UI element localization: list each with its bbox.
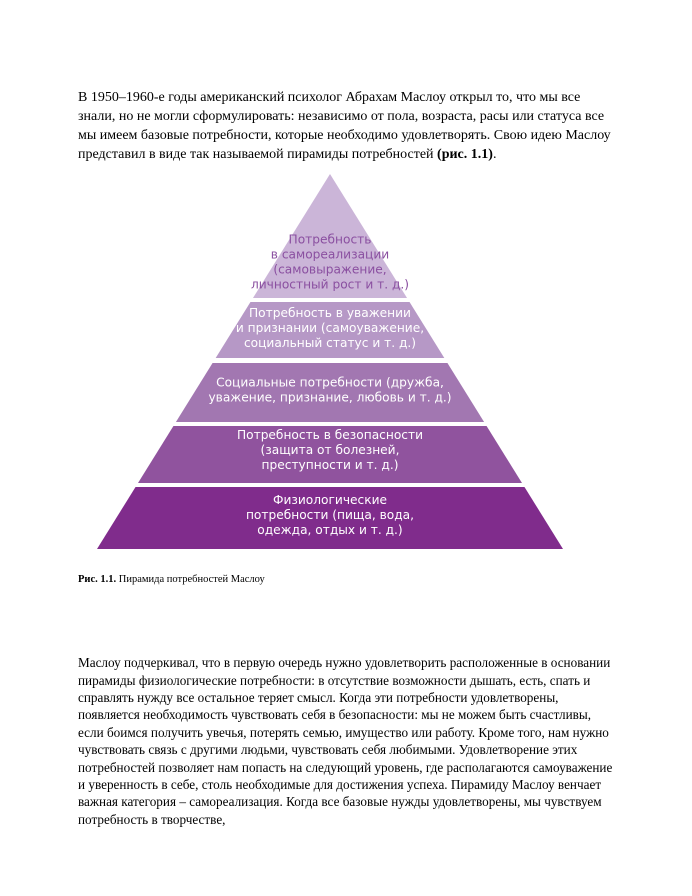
pyramid-label-safety: Потребность в безопасности (защита от болезней, преступности и т. д.) (236, 428, 424, 472)
pyramid-label-physiological: Физиологические потребности (пища, вода, одежда, отдых и т. д.) (245, 493, 415, 537)
pyramid-label-esteem: Потребность в уважении и признании (самоуважение, социальный статус и т. д.) (235, 306, 425, 350)
body-paragraph: Маслоу подчеркивал, что в первую очередь нужно удовлетворить расположенные в основании пирамиды физиологические потребности: в отсутствие возможности дышать, есть, спать и справлять нужду все остальное теряет смысл. Когда эти потребности удовлетворены, появляется необходимость чувствовать себя в безопасности: мы не можем быть счастливы, если боимся получить увечья, потерять семью, имущество или работу. Кроме того, нам нужно чувствовать связь с другими людьми, чувствовать себя любимыми. Удовлетворение этих потребностей позволяет нам попасть на следующий уровень, где располагаются самоуважение и уверенность в себе, столь необходимые для достижения успеха. Пирамиду Маслоу венчает важная категория – самореализация. Когда все базовые нужды удовлетворены, мы чувствуем потребность в творчестве, (78, 655, 613, 827)
figure-caption-text: Пирамида потребностей Маслоу (116, 573, 265, 585)
figure-caption (78, 573, 265, 586)
figure-caption-label: Рис. 1.1. (78, 573, 117, 585)
figure-reference: (рис. 1.1) (437, 147, 493, 162)
intro-text-end: . (492, 147, 497, 162)
intro-text: В 1950–1960-е годы американский психолог Абрахам Маслоу открыл то, что мы все знали, но не могли сформулировать: независимо от пола, возраста, расы или статуса все мы имеем базовые потребности, которые необходимо удовлетворять. Свою идею Маслоу представил в виде так называемой пирамиды потребностей (78, 90, 611, 162)
pyramid-label-self-actualization: Потребность в самореализации (самовыражение, личностный рост и т. д.) (250, 232, 410, 292)
pyramid-label-social: Социальные потребности (дружба, уважение, признание, любовь и т. д.) (208, 375, 452, 405)
